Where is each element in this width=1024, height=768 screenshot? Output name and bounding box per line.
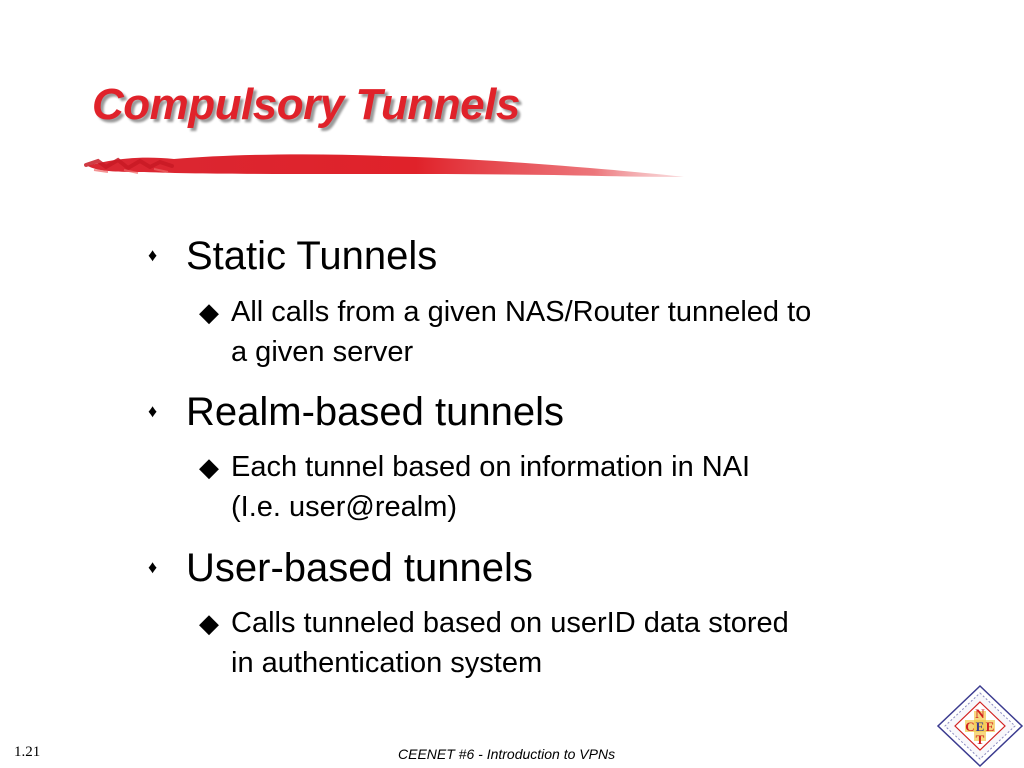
- bullet-item: [148, 546, 533, 592]
- logo-letter-n: N: [975, 706, 985, 721]
- bullet-item: [148, 390, 564, 436]
- logo-letter-t: T: [975, 732, 985, 747]
- bullet-label: Static Tunnels: [186, 234, 438, 278]
- slide-title: Compulsory Tunnels: [92, 80, 520, 129]
- bullet-diamond-icon: ♦: [148, 245, 158, 266]
- sub-bullet-item: [199, 603, 789, 683]
- sub-bullet-item: [199, 447, 750, 527]
- sub-bullet-diamond-icon: ◆: [199, 608, 219, 638]
- sub-bullet-text-continued: a given server: [231, 336, 414, 368]
- bullet-item: [148, 234, 437, 280]
- sub-bullet-item: [199, 292, 811, 372]
- sub-bullet-text: Each tunnel based on information in NAI: [231, 451, 751, 483]
- ceenet-logo: [936, 684, 1024, 768]
- bullet-diamond-icon: ♦: [148, 401, 158, 422]
- logo-letter-c: C: [965, 719, 975, 734]
- slide-footer: CEENET #6 - Introduction to VPNs: [398, 746, 616, 762]
- sub-bullet-text: All calls from a given NAS/Router tunneled to: [231, 296, 812, 328]
- bullet-label: User-based tunnels: [186, 546, 533, 590]
- slide-number: 1.21: [14, 744, 41, 760]
- sub-bullet-text: Calls tunneled based on userID data stored: [231, 607, 789, 639]
- bullet-label: Realm-based tunnels: [186, 390, 564, 434]
- bullet-diamond-icon: ♦: [148, 557, 158, 578]
- logo-letter-e-right: E: [985, 719, 995, 734]
- sub-bullet-diamond-icon: ◆: [199, 297, 219, 327]
- sub-bullet-text-continued: in authentication system: [231, 647, 543, 679]
- sub-bullet-text-continued: (I.e. user@realm): [231, 491, 458, 523]
- sub-bullet-diamond-icon: ◆: [199, 452, 219, 482]
- logo-letter-e-center: E: [975, 719, 985, 734]
